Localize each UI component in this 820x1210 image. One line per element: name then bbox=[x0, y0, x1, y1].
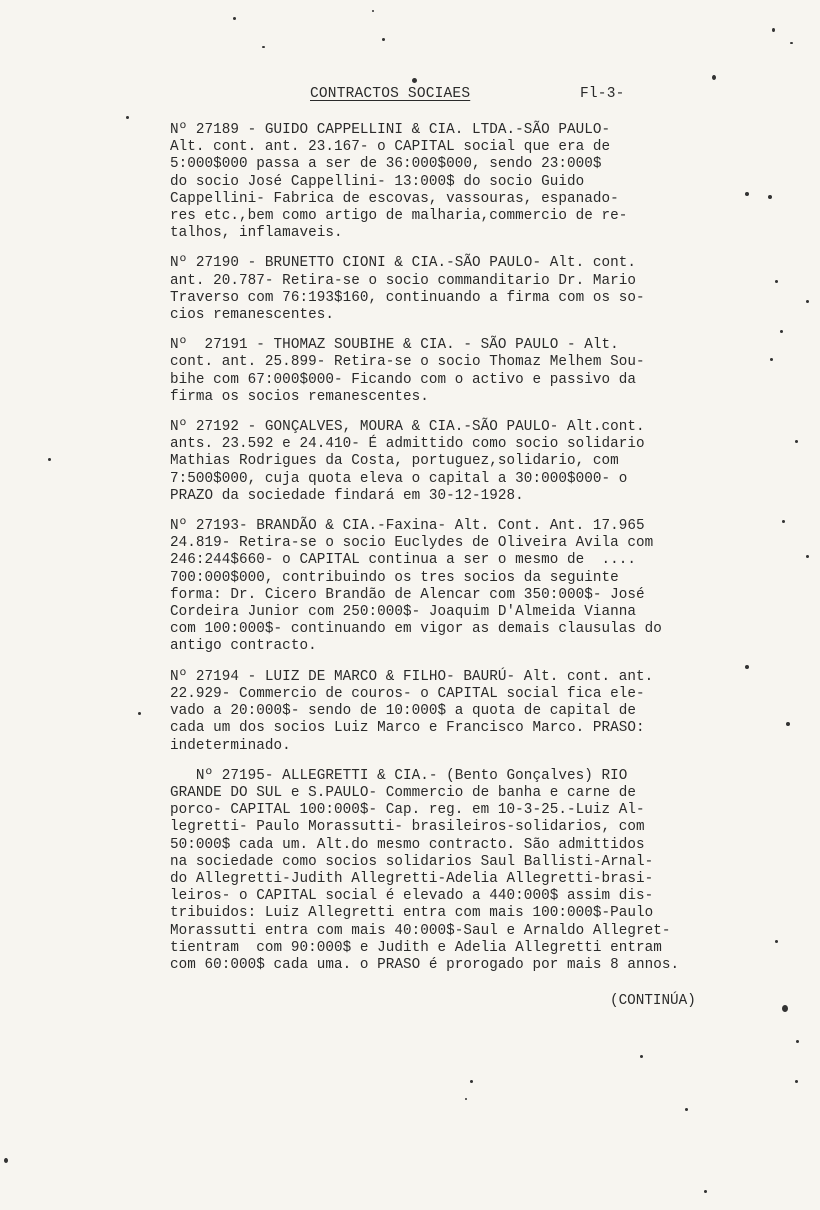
scan-speck bbox=[685, 1108, 688, 1111]
entry-text-line: Nº 27190 - BRUNETTO CIONI & CIA.-SÃO PAULO- Alt. cont. bbox=[170, 255, 636, 272]
entry-text-line: Cordeira Junior com 250:000$- Joaquim D'Almeida Vianna bbox=[170, 604, 636, 621]
entry-text-line: vado a 20:000$- sendo de 10:000$ a quota de capital de bbox=[170, 703, 636, 720]
entry-text-line: indeterminado. bbox=[170, 737, 291, 754]
scan-speck bbox=[772, 28, 775, 32]
scan-speck bbox=[795, 440, 798, 443]
scan-speck bbox=[790, 42, 793, 44]
entry-text-line: PRAZO da sociedade findará em 30-12-1928. bbox=[170, 487, 524, 504]
entry-text-line: antigo contracto. bbox=[170, 638, 317, 655]
entry-text-line: Traverso com 76:193$160, continuando a firma com os so- bbox=[170, 289, 645, 306]
entry-text-line: forma: Dr. Cicero Brandão de Alencar com 350:000$- José bbox=[170, 586, 645, 603]
scan-speck bbox=[768, 195, 772, 199]
entry-text-line: 50:000$ cada um. Alt.do mesmo contracto. São admittidos bbox=[170, 836, 645, 853]
entry-text-line: com 60:000$ cada uma. o PRASO é prorogado por mais 8 annos. bbox=[170, 956, 680, 973]
scan-speck bbox=[138, 712, 141, 715]
entry-text-line: firma os socios remanescentes. bbox=[170, 388, 429, 405]
scan-speck bbox=[465, 1098, 467, 1100]
scan-speck bbox=[806, 300, 809, 303]
entry-text-line: bihe com 67:000$000- Ficando com o activo e passivo da bbox=[170, 371, 636, 388]
page-title: CONTRACTOS SOCIAES bbox=[310, 86, 471, 102]
entry-text-line: GRANDE DO SUL e S.PAULO- Commercio de banha e carne de bbox=[170, 784, 636, 801]
entry-text-line: cada um dos socios Luiz Marco e Francisco Marco. PRASO: bbox=[170, 720, 645, 737]
entry-text-line: Nº 27193- BRANDÃO & CIA.-Faxina- Alt. Cont. Ant. 17.965 bbox=[170, 518, 645, 535]
entry-text-line: legretti- Paulo Morassutti- brasileiros-solidarios, com bbox=[170, 819, 645, 836]
scan-speck bbox=[704, 1190, 707, 1193]
folio-number: Fl-3- bbox=[580, 86, 625, 102]
scan-speck bbox=[806, 555, 809, 558]
scan-speck bbox=[745, 665, 749, 669]
entry-text-line: cont. ant. 25.899- Retira-se o socio Thomaz Melhem Sou- bbox=[170, 354, 645, 371]
scan-speck bbox=[786, 722, 790, 726]
entry-text-line: ants. 23.592 e 24.410- É admittido como socio solidario bbox=[170, 436, 645, 453]
scan-speck bbox=[372, 10, 374, 12]
entry-text-line: cios remanescentes. bbox=[170, 307, 334, 324]
entry-text-line: 700:000$000, contribuindo os tres socios da seguinte bbox=[170, 569, 619, 586]
scan-speck bbox=[470, 1080, 473, 1083]
scan-speck bbox=[780, 330, 783, 333]
scan-speck bbox=[775, 940, 778, 943]
entry-text-line: 22.929- Commercio de couros- o CAPITAL social fica ele- bbox=[170, 685, 645, 702]
scan-speck bbox=[795, 1080, 798, 1083]
entry-text-line: tribuidos: Luiz Allegretti entra com mais 100:000$-Paulo bbox=[170, 905, 654, 922]
contract-entries bbox=[170, 122, 735, 987]
scan-speck bbox=[48, 458, 51, 461]
scan-speck bbox=[640, 1055, 643, 1058]
scan-speck bbox=[126, 116, 129, 119]
contract-entry bbox=[170, 768, 735, 974]
entry-text-line: Alt. cont. ant. 23.167- o CAPITAL social que era de bbox=[170, 139, 611, 156]
scan-speck bbox=[775, 280, 778, 283]
entry-text-line: Morassutti entra com mais 40:000$-Saul e Arnaldo Allegret- bbox=[170, 922, 671, 939]
entry-text-line: tientram com 90:000$ e Judith e Adelia Allegretti entram bbox=[170, 939, 662, 956]
entry-text-line: talhos, inflamaveis. bbox=[170, 225, 343, 242]
scan-speck bbox=[745, 192, 749, 196]
entry-text-line: ant. 20.787- Retira-se o socio commanditario Dr. Mario bbox=[170, 272, 636, 289]
entry-text-line: res etc.,bem como artigo de malharia,commercio de re- bbox=[170, 208, 628, 225]
entry-text-line: na sociedade como socios solidarios Saul Ballisti-Arnal- bbox=[170, 853, 654, 870]
scan-speck bbox=[412, 78, 417, 83]
scan-speck bbox=[782, 1005, 788, 1012]
scan-speck bbox=[712, 75, 716, 80]
entry-text-line: Nº 27189 - GUIDO CAPPELLINI & CIA. LTDA.-SÃO PAULO- bbox=[170, 122, 611, 138]
entry-text-line: Nº 27195- ALLEGRETTI & CIA.- (Bento Gonçalves) RIO bbox=[170, 767, 628, 784]
scan-speck bbox=[382, 38, 385, 41]
scan-speck bbox=[782, 520, 785, 523]
entry-text-line: Cappellini- Fabrica de escovas, vassouras, espanado- bbox=[170, 190, 619, 207]
entry-text-line: 24.819- Retira-se o socio Euclydes de Oliveira Avila com bbox=[170, 535, 654, 552]
entry-text-line: 246:244$660- o CAPITAL continua a ser o mesmo de .... bbox=[170, 552, 636, 569]
entry-text-line: Nº 27194 - LUIZ DE MARCO & FILHO- BAURÚ- Alt. cont. ant. bbox=[170, 668, 654, 685]
scan-speck bbox=[262, 46, 265, 48]
entry-text-line: Nº 27192 - GONÇALVES, MOURA & CIA.-SÃO PAULO- Alt.cont. bbox=[170, 419, 645, 436]
page-header bbox=[310, 86, 625, 102]
scan-speck bbox=[233, 17, 236, 20]
scan-speck bbox=[796, 1040, 799, 1043]
scan-speck bbox=[4, 1158, 8, 1163]
entry-text-line: do socio José Cappellini- 13:000$ do socio Guido bbox=[170, 173, 585, 190]
entry-text-line: leiros- o CAPITAL social é elevado a 440:000$ assim dis- bbox=[170, 888, 654, 905]
entry-text-line: porco- CAPITAL 100:000$- Cap. reg. em 10-3-25.-Luiz Al- bbox=[170, 802, 645, 819]
contract-entry bbox=[170, 419, 735, 505]
continuation-note: (CONTINÚA) bbox=[610, 993, 696, 1009]
scan-speck bbox=[770, 358, 773, 361]
entry-text-line: 5:000$000 passa a ser de 36:000$000, sendo 23:000$ bbox=[170, 156, 602, 173]
contract-entry bbox=[170, 122, 735, 242]
entry-text-line: Mathias Rodrigues da Costa, portuguez,solidario, com bbox=[170, 453, 619, 470]
contract-entry bbox=[170, 255, 735, 324]
contract-entry bbox=[170, 669, 735, 755]
entry-text-line: com 100:000$- continuando em vigor as demais clausulas do bbox=[170, 621, 662, 638]
entry-text-line: do Allegretti-Judith Allegretti-Adelia Allegretti-brasi- bbox=[170, 870, 654, 887]
contract-entry bbox=[170, 337, 735, 406]
contract-entry bbox=[170, 518, 735, 656]
entry-text-line: Nº 27191 - THOMAZ SOUBIHE & CIA. - SÃO PAULO - Alt. bbox=[170, 337, 619, 354]
entry-text-line: 7:500$000, cuja quota eleva o capital a 30:000$000- o bbox=[170, 470, 628, 487]
